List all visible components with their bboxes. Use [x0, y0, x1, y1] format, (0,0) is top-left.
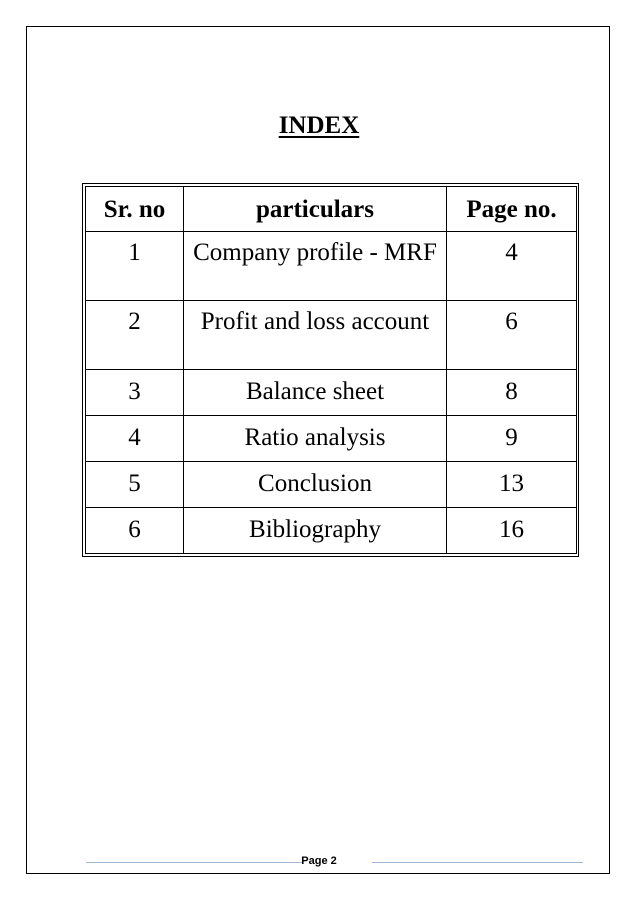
- table-row: [86, 508, 577, 554]
- cell-sr-no: 2: [86, 301, 184, 370]
- table-row: [86, 462, 577, 508]
- cell-page-no: 9: [447, 416, 577, 462]
- cell-page-no: 4: [447, 232, 577, 301]
- page-title: INDEX: [278, 112, 360, 139]
- page-number: Page 2: [301, 855, 337, 867]
- header-particulars: particulars: [184, 187, 447, 232]
- header-sr-no: Sr. no: [86, 187, 184, 232]
- cell-sr-no: 1: [86, 232, 184, 301]
- index-table-frame: [82, 183, 579, 557]
- cell-sr-no: 3: [86, 370, 184, 416]
- cell-particulars: Profit and loss account: [184, 301, 447, 370]
- cell-page-no: 13: [447, 462, 577, 508]
- table-row: [86, 232, 577, 301]
- cell-page-no: 6: [447, 301, 577, 370]
- table-row: [86, 416, 577, 462]
- cell-particulars: Balance sheet: [184, 370, 447, 416]
- cell-page-no: 8: [447, 370, 577, 416]
- table-row: [86, 301, 577, 370]
- cell-page-no: 16: [447, 508, 577, 554]
- cell-sr-no: 5: [86, 462, 184, 508]
- header-page-no: Page no.: [447, 187, 577, 232]
- cell-particulars: Company profile - MRF: [184, 232, 447, 301]
- index-table: [85, 186, 577, 554]
- cell-particulars: Ratio analysis: [184, 416, 447, 462]
- cell-sr-no: 6: [86, 508, 184, 554]
- cell-particulars: Bibliography: [184, 508, 447, 554]
- cell-sr-no: 4: [86, 416, 184, 462]
- cell-particulars: Conclusion: [184, 462, 447, 508]
- table-header-row: [86, 187, 577, 232]
- table-row: [86, 370, 577, 416]
